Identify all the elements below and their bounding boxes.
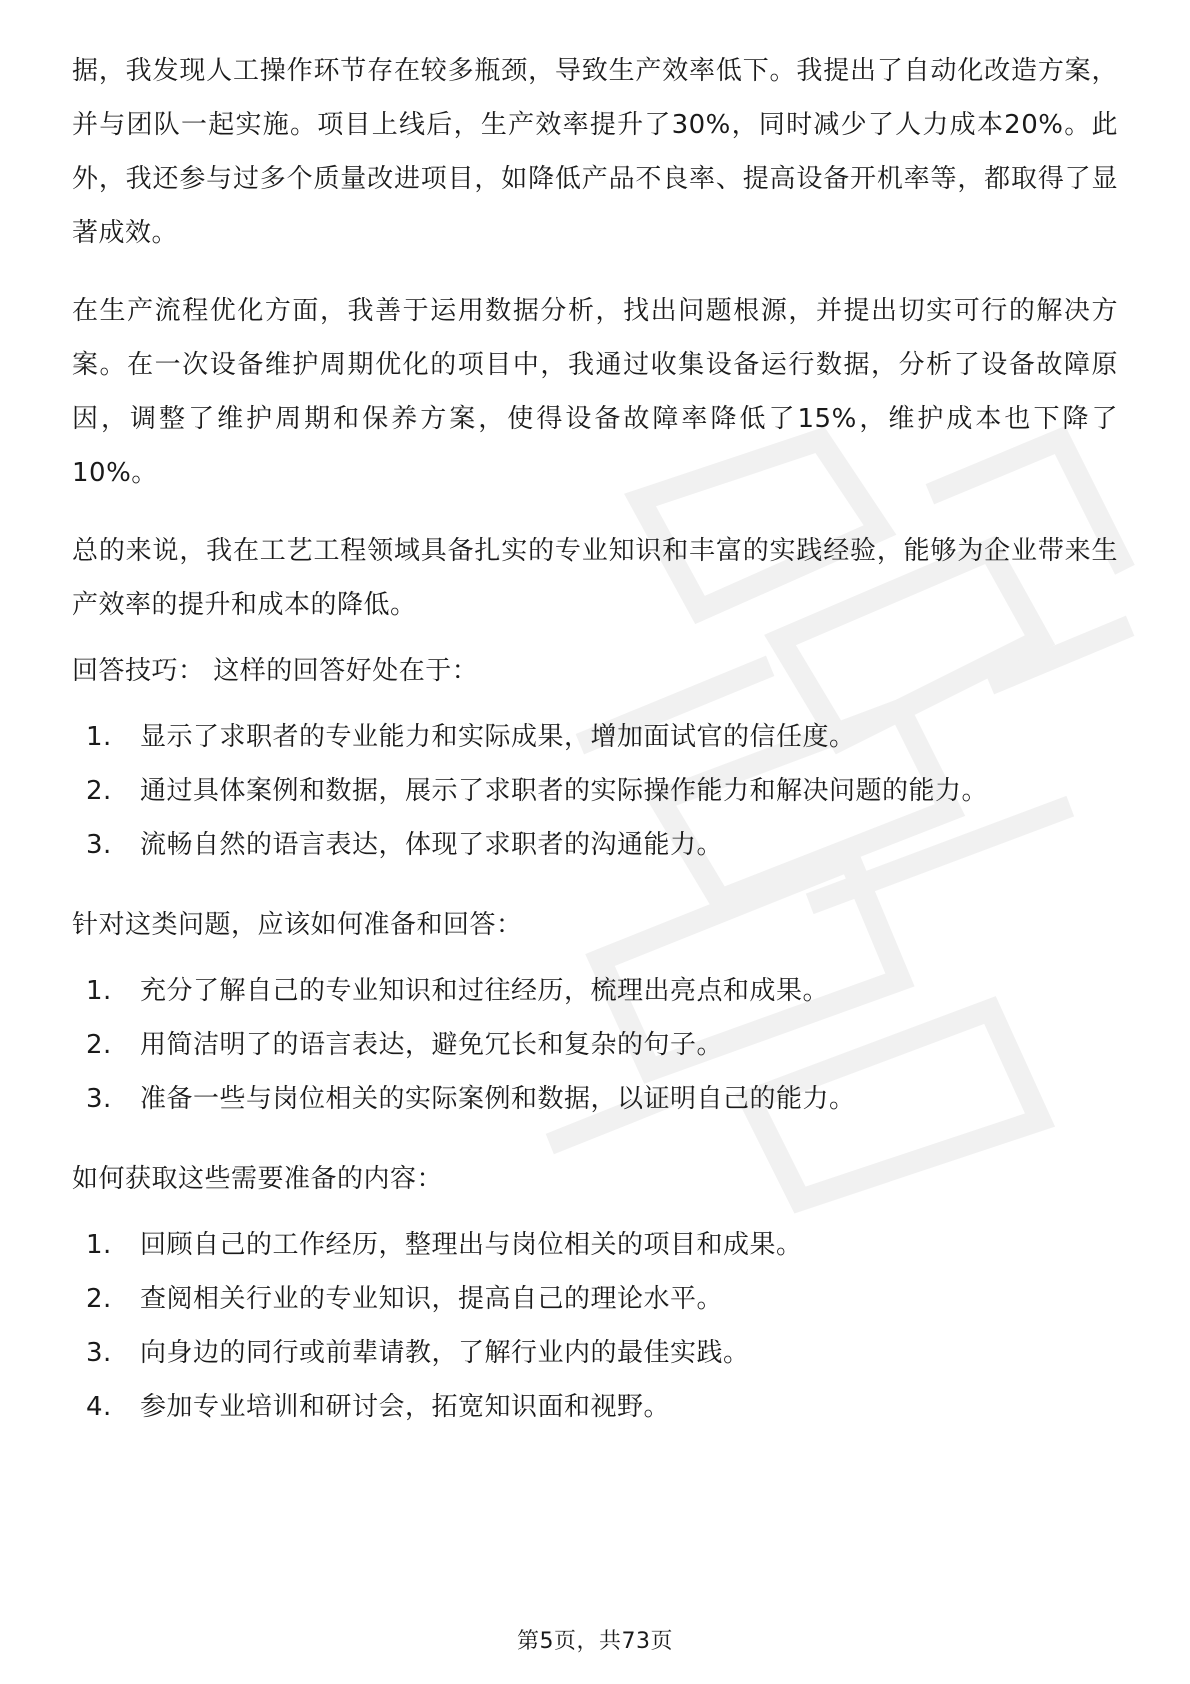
list-item: 3. 向身边的同行或前辈请教，了解行业内的最佳实践。 [86,1338,750,1368]
list-item: 1. 回顾自己的工作经历，整理出与岗位相关的项目和成果。 [86,1230,803,1260]
document-body [72,44,1118,1460]
obtain-heading: 如何获取这些需要准备的内容： [72,1164,444,1194]
tips-heading: 回答技巧： 这样的回答好处在于： [72,656,479,686]
list-item: 3. 流畅自然的语言表达，体现了求职者的沟通能力。 [86,830,724,860]
paragraph-automation-result: 据，我发现人工操作环节存在较多瓶颈，导致生产效率低下。我提出了自动化改造方案，并与团队一起实施。项目上线后，生产效率提升了30%，同时减少了人力成本20%。此外，我还参与过多个质量改进项目，如降低产品不良率、提高设备开机率等，都取得了显著成效。 [72,56,1118,248]
prepare-list [72,964,1118,1126]
paragraph-process-optimization: 在生产流程优化方面，我善于运用数据分析，找出问题根源，并提出切实可行的解决方案。在一次设备维护周期优化的项目中，我通过收集设备运行数据，分析了设备故障原因，调整了维护周期和保养方案，使得设备故障率降低了15%，维护成本也下降了10%。 [72,296,1118,488]
list-item: 1. 显示了求职者的专业能力和实际成果，增加面试官的信任度。 [86,722,856,752]
list-item: 4. 参加专业培训和研讨会，拓宽知识面和视野。 [86,1392,671,1422]
paragraph-summary: 总的来说，我在工艺工程领域具备扎实的专业知识和丰富的实践经验，能够为企业带来生产效率的提升和成本的降低。 [72,536,1118,620]
prepare-heading: 针对这类问题，应该如何准备和回答： [72,910,523,940]
tips-list [72,710,1118,872]
list-item: 2. 通过具体案例和数据，展示了求职者的实际操作能力和解决问题的能力。 [86,776,989,806]
obtain-list [72,1218,1118,1434]
page-number-footer: 第5页，共73页 [517,1629,673,1654]
list-item: 2. 用简洁明了的语言表达，避免冗长和复杂的句子。 [86,1030,724,1060]
list-item: 2. 查阅相关行业的专业知识，提高自己的理论水平。 [86,1284,724,1314]
list-item: 3. 准备一些与岗位相关的实际案例和数据，以证明自己的能力。 [86,1084,856,1114]
list-item: 1. 充分了解自己的专业知识和过往经历，梳理出亮点和成果。 [86,976,830,1006]
